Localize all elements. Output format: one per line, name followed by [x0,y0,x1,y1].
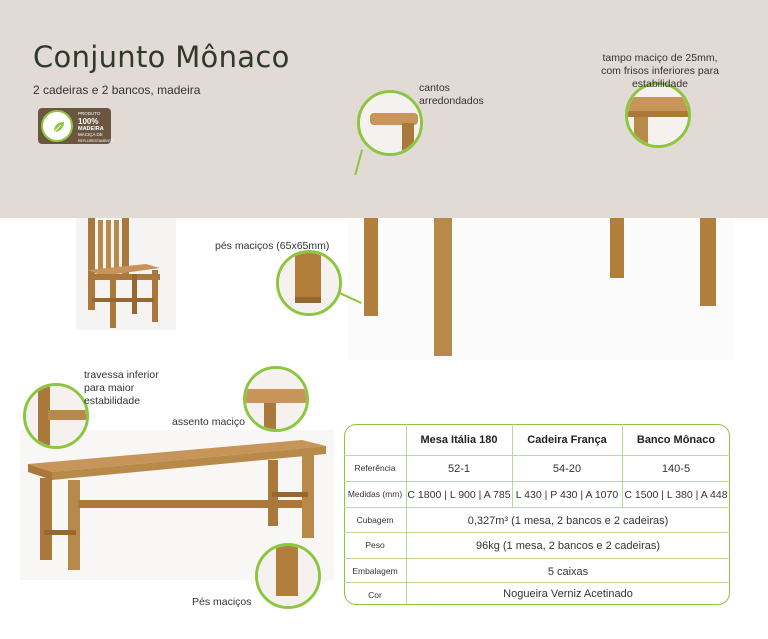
cell-ref-cadeira: 54-20 [552,463,582,475]
cell-ref-mesa: 52-1 [447,463,471,475]
column-header-mesa: Mesa Itália 180 [420,434,498,446]
table-divider [344,455,730,456]
cell-dim-mesa: C 1800 | L 900 | A 785 [407,489,511,501]
annotation-solid-legs: pés maciços (65x65mm) [215,240,330,252]
table-divider [344,558,730,559]
leg-detail-icon [279,253,339,313]
chair-image [76,218,176,330]
table-divider [344,582,730,583]
table-legs-image [348,218,734,360]
rail-detail-icon [26,386,86,446]
column-header-banco: Banco Mônaco [636,434,716,446]
cell-peso: 96kg (1 mesa, 2 bancos e 2 cadeiras) [475,540,661,552]
annotation-bench-legs: Pés maciços [192,596,252,608]
badge-circle [41,110,73,142]
annotation-solid-seat: assento maciço [172,416,245,428]
leaf-icon [52,120,66,134]
cell-cor: Nogueira Verniz Acetinado [503,588,633,600]
row-label-cubagem: Cubagem [356,515,394,525]
page-title: Conjunto Mônaco [33,40,290,74]
detail-lower-rail [23,383,89,449]
annotation-rounded-corners: cantos arredondados [419,82,484,107]
annotation-lower-rail: travessa inferior para maior estabilidade [84,369,159,407]
page-subtitle: 2 cadeiras e 2 bancos, madeira [33,83,201,97]
table-top-detail-icon [628,85,688,145]
detail-solid-legs [276,250,342,316]
detail-rounded-corners [357,90,423,156]
badge-line1: PRODUTO [78,111,101,116]
cell-dim-cadeira: L 430 | P 430 | A 1070 [515,489,619,501]
column-header-cadeira: Cadeira França [527,434,607,446]
wood-certification-badge [38,108,114,144]
rounded-corner-detail-icon [360,93,420,153]
badge-text [78,111,114,144]
badge-line4: MACIÇA DE [78,132,103,137]
table-divider [344,481,730,482]
badge-line3: MADEIRA [78,126,104,132]
row-label-peso: Peso [365,540,385,550]
seat-detail-icon [246,369,306,429]
row-label-medidas: Medidas (mm) [347,489,403,499]
row-label-embalagem: Embalagem [352,566,398,576]
table-divider [344,507,730,508]
row-label-referencia: Referência [354,463,396,473]
cell-cubagem: 0,327m³ (1 mesa, 2 bancos e 2 cadeiras) [467,515,669,527]
detail-solid-top [625,82,691,148]
table-divider [344,532,730,533]
badge-line5: REFLORESTAMENTO [78,139,114,143]
cell-ref-banco: 140-5 [661,463,691,475]
cell-embalagem: 5 caixas [547,566,589,578]
cell-dim-banco: C 1500 | L 380 | A 448 [624,489,728,501]
badge-line2: 100% [78,117,99,126]
row-label-cor: Cor [368,590,382,600]
detail-solid-seat [243,366,309,432]
annotation-solid-top: tampo maciço de 25mm, com frisos inferiores para estabilidade [601,52,719,90]
